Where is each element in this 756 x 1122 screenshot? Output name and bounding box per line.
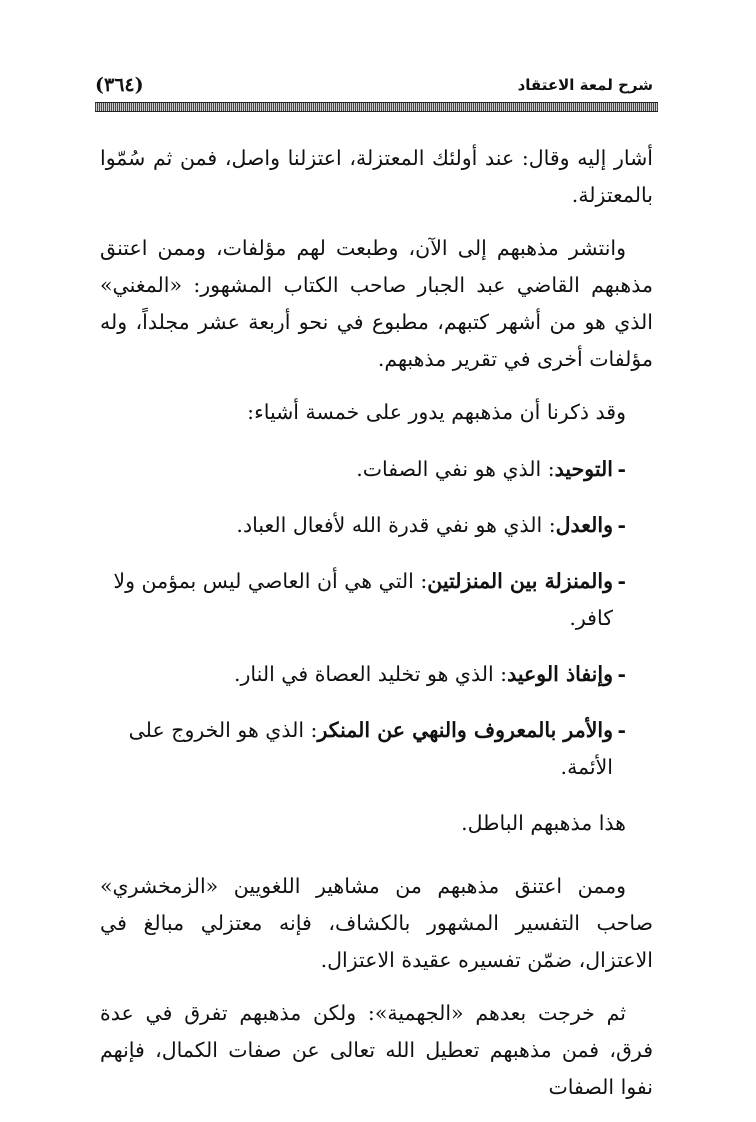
bullet-dash: - [617,718,626,742]
paragraph-3: وممن اعتنق مذهبهم من مشاهير اللغويين «الزمخشري» صاحب التفسير المشهور بالكشاف، فإنه معتزلي مبالغ في الاعتزال، ضمّن تفسيره عقيدة الاعتزال. [100,874,653,972]
principles-intro: وقد ذكرنا أن مذهبهم يدور على خمسة أشياء: [247,400,626,424]
principle-term: والأمر بالمعروف والنهي عن المنكر [317,718,613,742]
bullet-dash: - [617,569,626,593]
list-item [100,563,653,637]
principle-definition: : الذي هو نفي الصفات. [356,457,555,481]
bullet-dash: - [617,513,626,537]
running-header [95,70,653,100]
list-item [100,507,653,544]
principle-definition: : الذي هو نفي قدرة الله لأفعال العباد. [236,513,556,537]
principle-term: التوحيد [554,457,613,481]
bullet-dash: - [617,662,626,686]
paragraph-2: وانتشر مذهبهم إلى الآن، وطبعت لهم مؤلفات، وممن اعتنق مذهبهم القاضي عبد الجبار صاحب الكتاب المشهور: «المغني» الذي هو من أشهر كتبهم، مطبوع في نحو أربعة عشر مجلداً، وله مؤلفات أخرى في تقرير مذهبهم. [100,236,653,371]
principle-term: والعدل [555,513,613,537]
page-number: (٣٦٤) [95,74,144,96]
page-body [100,140,653,1122]
paragraph-4: ثم خرجت بعدهم «الجهمية»: ولكن مذهبهم تفرق في عدة فرق، فمن مذهبهم تعطيل الله تعالى عن صفات الكمال، فإنهم نفوا الصفات [100,1001,653,1099]
header-title: شرح لمعة الاعتقاد [517,76,653,94]
list-item [100,656,653,693]
bullet-dash: - [617,457,626,481]
principle-definition: : التي هي أن العاصي ليس بمؤمن ولا كافر. [113,569,613,630]
closing-line: هذا مذهبهم الباطل. [461,811,626,835]
list-item [100,712,653,786]
principle-definition: : الذي هو تخليد العصاة في النار. [233,662,508,686]
principle-term: وإنفاذ الوعيد [507,662,613,686]
principle-definition: : الذي هو الخروج على الأئمة. [128,718,613,779]
header-divider [95,102,658,112]
paragraph-1: أشار إليه وقال: عند أولئك المعتزلة، اعتزلنا واصل، فمن ثم سُمّوا بالمعتزلة. [100,146,653,207]
principle-term: والمنزلة بين المنزلتين [427,569,613,593]
principles-list [100,451,653,786]
list-item [100,451,653,488]
